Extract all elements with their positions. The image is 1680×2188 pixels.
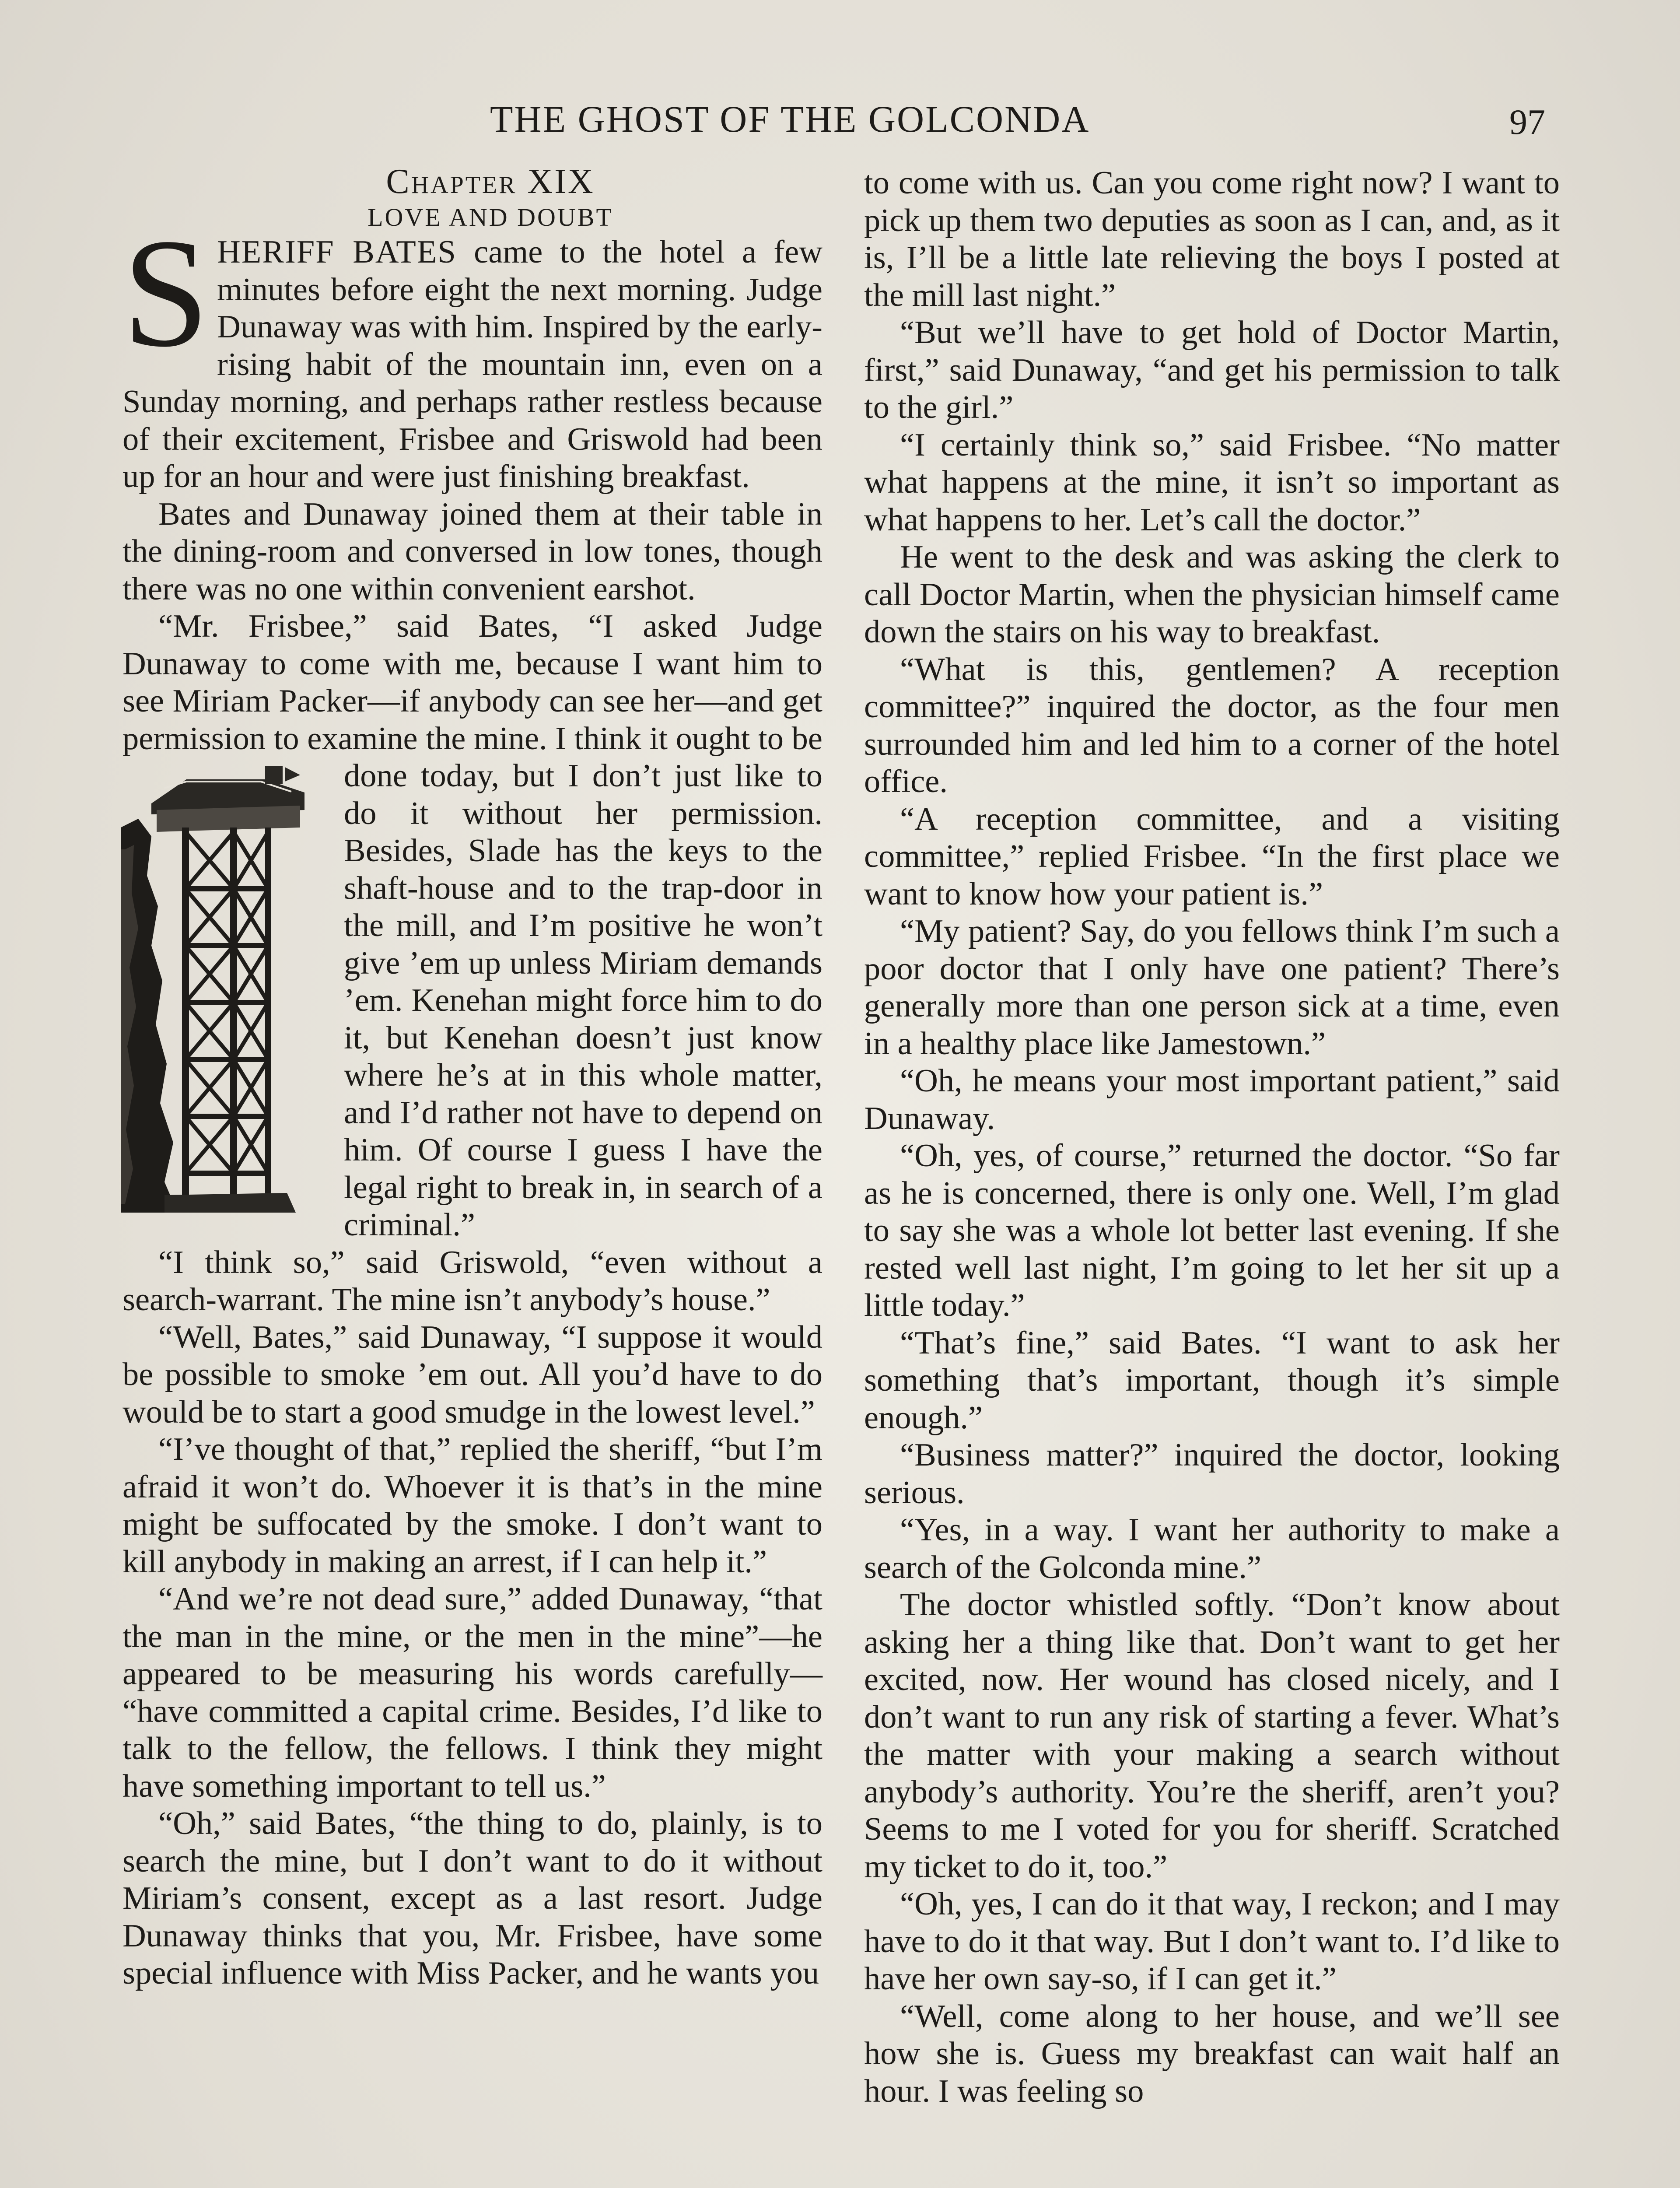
running-title: THE GHOST OF THE GOLCONDA xyxy=(490,98,1090,140)
paragraph: “Yes, in a way. I want her authority to make a search of the Golconda mine.” xyxy=(864,1512,1560,1585)
paragraph: “I think so,” said Griswold, “even without a search-warrant. The mine isn’t anybody’s house.” xyxy=(122,1244,822,1318)
left-column xyxy=(122,162,822,1992)
paragraph: “And we’re not dead sure,” added Dunaway, “that the man in the mine, or the men in the mine”—he appeared to be measuring his words carefully— “have committed a capital crime. Besides, I’d like to talk to the fellow, the fellows. I think they might have something important to tell us.” xyxy=(122,1581,822,1804)
chapter-subtitle: LOVE AND DOUBT xyxy=(368,203,613,231)
mine-headframe-illustration xyxy=(121,762,329,1213)
paragraph: He went to the desk and was asking the clerk to call Doctor Martin, when the physician himself came down the stairs on his way to breakfast. xyxy=(864,539,1560,650)
paragraph: “That’s fine,” said Bates. “I want to ask her something that’s important, though it’s simple enough.” xyxy=(864,1325,1560,1436)
paragraph: Bates and Dunaway joined them at their table in the dining-room and conversed in low tones, though there was no one within convenient earshot. xyxy=(122,496,822,607)
paragraph: “I’ve thought of that,” replied the sheriff, “but I’m afraid it won’t do. Whoever it is that’s in the mine might be suffocated by the smoke. I don’t want to kill anybody in making an arrest, if I can help it.” xyxy=(122,1431,822,1580)
paragraph: “Oh, he means your most important patient,” said Dunaway. xyxy=(864,1063,1560,1136)
paragraph xyxy=(122,608,822,1244)
mine-shaft-tower-icon xyxy=(121,762,329,1213)
paragraph-text: “Mr. Frisbee,” said Bates, “I asked Judge Dunaway to come with me, because I want him to see Miriam Packer—if anybody can see her—and get permission to examine the mine. I think it ought to be xyxy=(122,608,822,757)
paragraph: “Oh, yes, I can do it that way, I reckon; and I may have to do it that way. But I don’t want to. I’d like to have her own say-so, if I can get it.” xyxy=(864,1886,1560,1997)
paragraph-text: came to the hotel a few minutes before eight the next morning. Judge Dunaway was with him. Inspired by the early-rising habit of the mountain inn, even on a Sunday morning, and perhaps rather restless because of their excitement, Frisbee and Griswold had been up for an hour and were just finishing breakfast. xyxy=(122,234,822,494)
paragraph-text: done today, but I don’t just like to do it without her permission. Besides, Slade has the keys to the shaft-house and to the trap-door in the mill, and I’m positive he won’t give ’em up unless Miriam demands ’em. Kenehan might force him to do it, but Kenehan doesn’t just know where he’s at in this whole matter, and I’d rather not have to depend on him. Of course I guess I have the legal right to break in, in search of a criminal.” xyxy=(344,758,822,1243)
page-number: 97 xyxy=(1509,102,1545,142)
paragraph: “A reception committee, and a visiting committee,” replied Frisbee. “In the first place we want to know how your patient is.” xyxy=(864,801,1560,912)
opening-word: HERIFF BATES xyxy=(217,234,457,270)
paragraph: “Business matter?” inquired the doctor, looking serious. xyxy=(864,1437,1560,1511)
paragraph: “Oh, yes, of course,” returned the doctor. “So far as he is concerned, there is only one. Well, I’m glad to say she was a whole lot better last evening. If she rested well last night, I’m going to let her sit up a little today.” xyxy=(864,1138,1560,1323)
drop-cap: S xyxy=(122,207,209,379)
paragraph: “Well, come along to her house, and we’ll see how she is. Guess my breakfast can wait half an hour. I was feeling so xyxy=(864,1998,1560,2109)
chapter-heading: Chapter XIX xyxy=(386,162,595,201)
paragraph: to come with us. Can you come right now? I want to pick up them two deputies as soon as I can, and, as it is, I’ll be a little late relieving the boys I posted at the mill last night.” xyxy=(864,165,1560,313)
right-column xyxy=(864,165,1560,2110)
paragraph: “My patient? Say, do you fellows think I’m such a poor doctor that I only have one patient? There’s generally more than one person sick at a time, even in a healthy place like Jamestown.” xyxy=(864,913,1560,1062)
paragraph: “What is this, gentlemen? A reception committee?” inquired the doctor, as the four men surrounded him and led him to a corner of the hotel office. xyxy=(864,651,1560,799)
paragraph: “Oh,” said Bates, “the thing to do, plainly, is to search the mine, but I don’t want to do it without Miriam’s consent, except as a last resort. Judge Dunaway thinks that you, Mr. Frisbee, have some special influence with Miss Packer, and he wants you xyxy=(122,1806,822,1991)
paragraph: “But we’ll have to get hold of Doctor Martin, first,” said Dunaway, “and get his permission to talk to the girl.” xyxy=(864,315,1560,425)
paragraph: “I certainly think so,” said Frisbee. “No matter what happens at the mine, it isn’t so important as what happens to her. Let’s call the doctor.” xyxy=(864,427,1560,538)
paragraph: “Well, Bates,” said Dunaway, “I suppose it would be possible to smoke ’em out. All you’d have to do would be to start a good smudge in the lowest level.” xyxy=(122,1319,822,1430)
paragraph: The doctor whistled softly. “Don’t know about asking her a thing like that. Don’t want to get her excited, now. Her wound has closed nicely, and I don’t want to run any risk of starting a fever. What’s the matter with your making a search without anybody’s authority. You’re the sheriff, aren’t you? Seems to me I voted for you for sheriff. Scratched my ticket to do it, too.” xyxy=(864,1587,1560,1885)
